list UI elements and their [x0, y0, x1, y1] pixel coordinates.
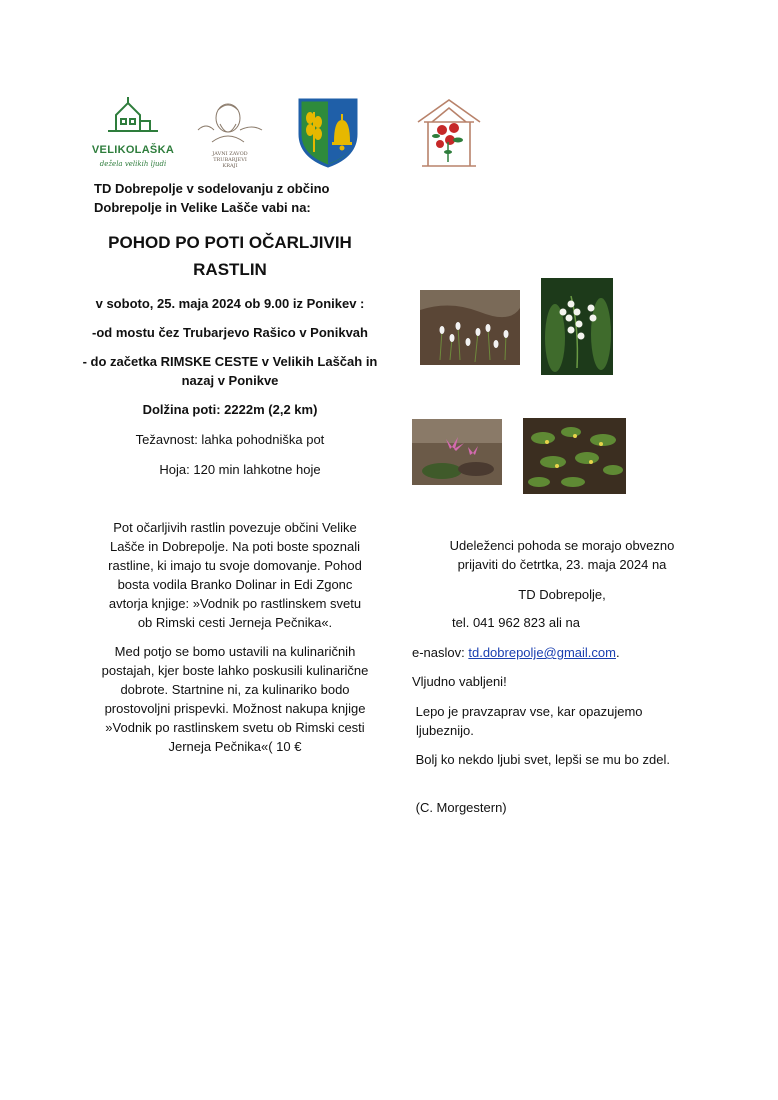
- route-to-line-2: nazaj v Ponikve: [181, 373, 279, 388]
- quote-author: (C. Morgestern): [412, 800, 507, 815]
- email-label: e-naslov:: [412, 645, 469, 660]
- registration-line-2: prijaviti do četrtka, 23. maja 2024 na: [457, 557, 667, 572]
- description-line: dobrote. Startnine ni, za kulinariko bodo: [120, 682, 350, 697]
- velikolaska-tagline: dežela velikih ljudi: [99, 160, 167, 168]
- organizer: TD Dobrepolje,: [518, 587, 606, 602]
- email-line: [412, 643, 620, 662]
- trubar-portrait-icon: [196, 100, 264, 144]
- welcome-text: Vljudno vabljeni!: [412, 674, 507, 689]
- intro-line-1: TD Dobrepolje v sodelovanju z občino: [94, 181, 330, 196]
- registration-line-1: Udeleženci pohoda se morajo obvezno: [449, 538, 675, 553]
- description-line: Jerneja Pečnika«( 10 €: [168, 739, 302, 754]
- description-line: bosta vodila Branko Dolinar in Edi Zgonc: [117, 577, 353, 592]
- photo-dogtooth-violet: [412, 419, 502, 485]
- velikolaska-house-icon: [88, 95, 178, 135]
- quote-2: Bolj ko nekdo ljubi svet, lepši se mu bo zdel.: [412, 752, 670, 767]
- event-date: v soboto, 25. maja 2024 ob 9.00 iz Ponikev :: [95, 296, 365, 311]
- description-paragraph-1: [80, 518, 390, 632]
- email-tail: .: [615, 645, 620, 660]
- description-line: »Vodnik po rastlinskem svetu ob Rimski cesti: [105, 720, 365, 735]
- email-link[interactable]: td.dobrepolje@gmail.com: [468, 645, 616, 660]
- route-to-line-1: - do začetka RIMSKE CESTE v Velikih Laščah in: [82, 354, 378, 369]
- route-length: Dolžina poti: 2222m (2,2 km): [142, 402, 318, 417]
- intro-line-2: Dobrepolje in Velike Lašče vabi na:: [94, 200, 311, 215]
- quote-1-line-2: ljubeznijo.: [416, 723, 474, 738]
- page-title-line-2: RASTLIN: [193, 260, 267, 279]
- trubar-logo: [196, 100, 264, 169]
- photo-lily-of-the-valley: [541, 278, 613, 375]
- description-line: prostovoljni prispevki. Možnost nakupa knjige: [104, 701, 366, 716]
- shrine-flower-logo: [414, 96, 484, 168]
- photo-plants-ground: [523, 418, 626, 494]
- description-line: rastline, ki imajo tu svoje domovanje. Pohod: [108, 558, 362, 573]
- quote-1-line-1: Lepo je pravzaprav vse, kar opazujemo: [412, 704, 643, 719]
- photo-snowdrops: [420, 290, 520, 365]
- page-title-line-1: POHOD PO POTI OČARLJIVIH: [108, 233, 352, 252]
- velikolaska-name: VELIKOLAŠKA: [91, 144, 175, 156]
- coat-of-arms-icon: [298, 98, 358, 168]
- velikolaska-logo: [88, 95, 178, 167]
- description-line: ob Rimski cesti Jerneja Pečnika«.: [137, 615, 333, 630]
- route-difficulty: Težavnost: lahka pohodniška pot: [135, 432, 325, 447]
- phone-line: tel. 041 962 823 ali na: [452, 615, 580, 630]
- description-paragraph-2: [80, 642, 390, 756]
- description-line: avtorja knjige: »Vodnik po rastlinskem svetu: [108, 596, 362, 611]
- description-line: Pot očarljivih rastlin povezuje občini Velike: [113, 520, 357, 535]
- shrine-flower-icon: [414, 96, 484, 168]
- route-walk-time: Hoja: 120 min lahkotne hoje: [159, 462, 321, 477]
- dobrepolje-coat-of-arms: [298, 98, 358, 168]
- route-from: -od mostu čez Trubarjevo Rašico v Ponikvah: [92, 325, 368, 340]
- description-line: Lašče in Dobrepolje. Na poti boste spoznali: [109, 539, 361, 554]
- description-line: postajah, kjer boste lahko poskusili kulinarične: [101, 663, 369, 678]
- description-line: Med potjo se bomo ustavili na kulinaričnih: [114, 644, 356, 659]
- trubar-text: JAVNI ZAVOD TRUBARJEVI KRAJI: [212, 151, 248, 169]
